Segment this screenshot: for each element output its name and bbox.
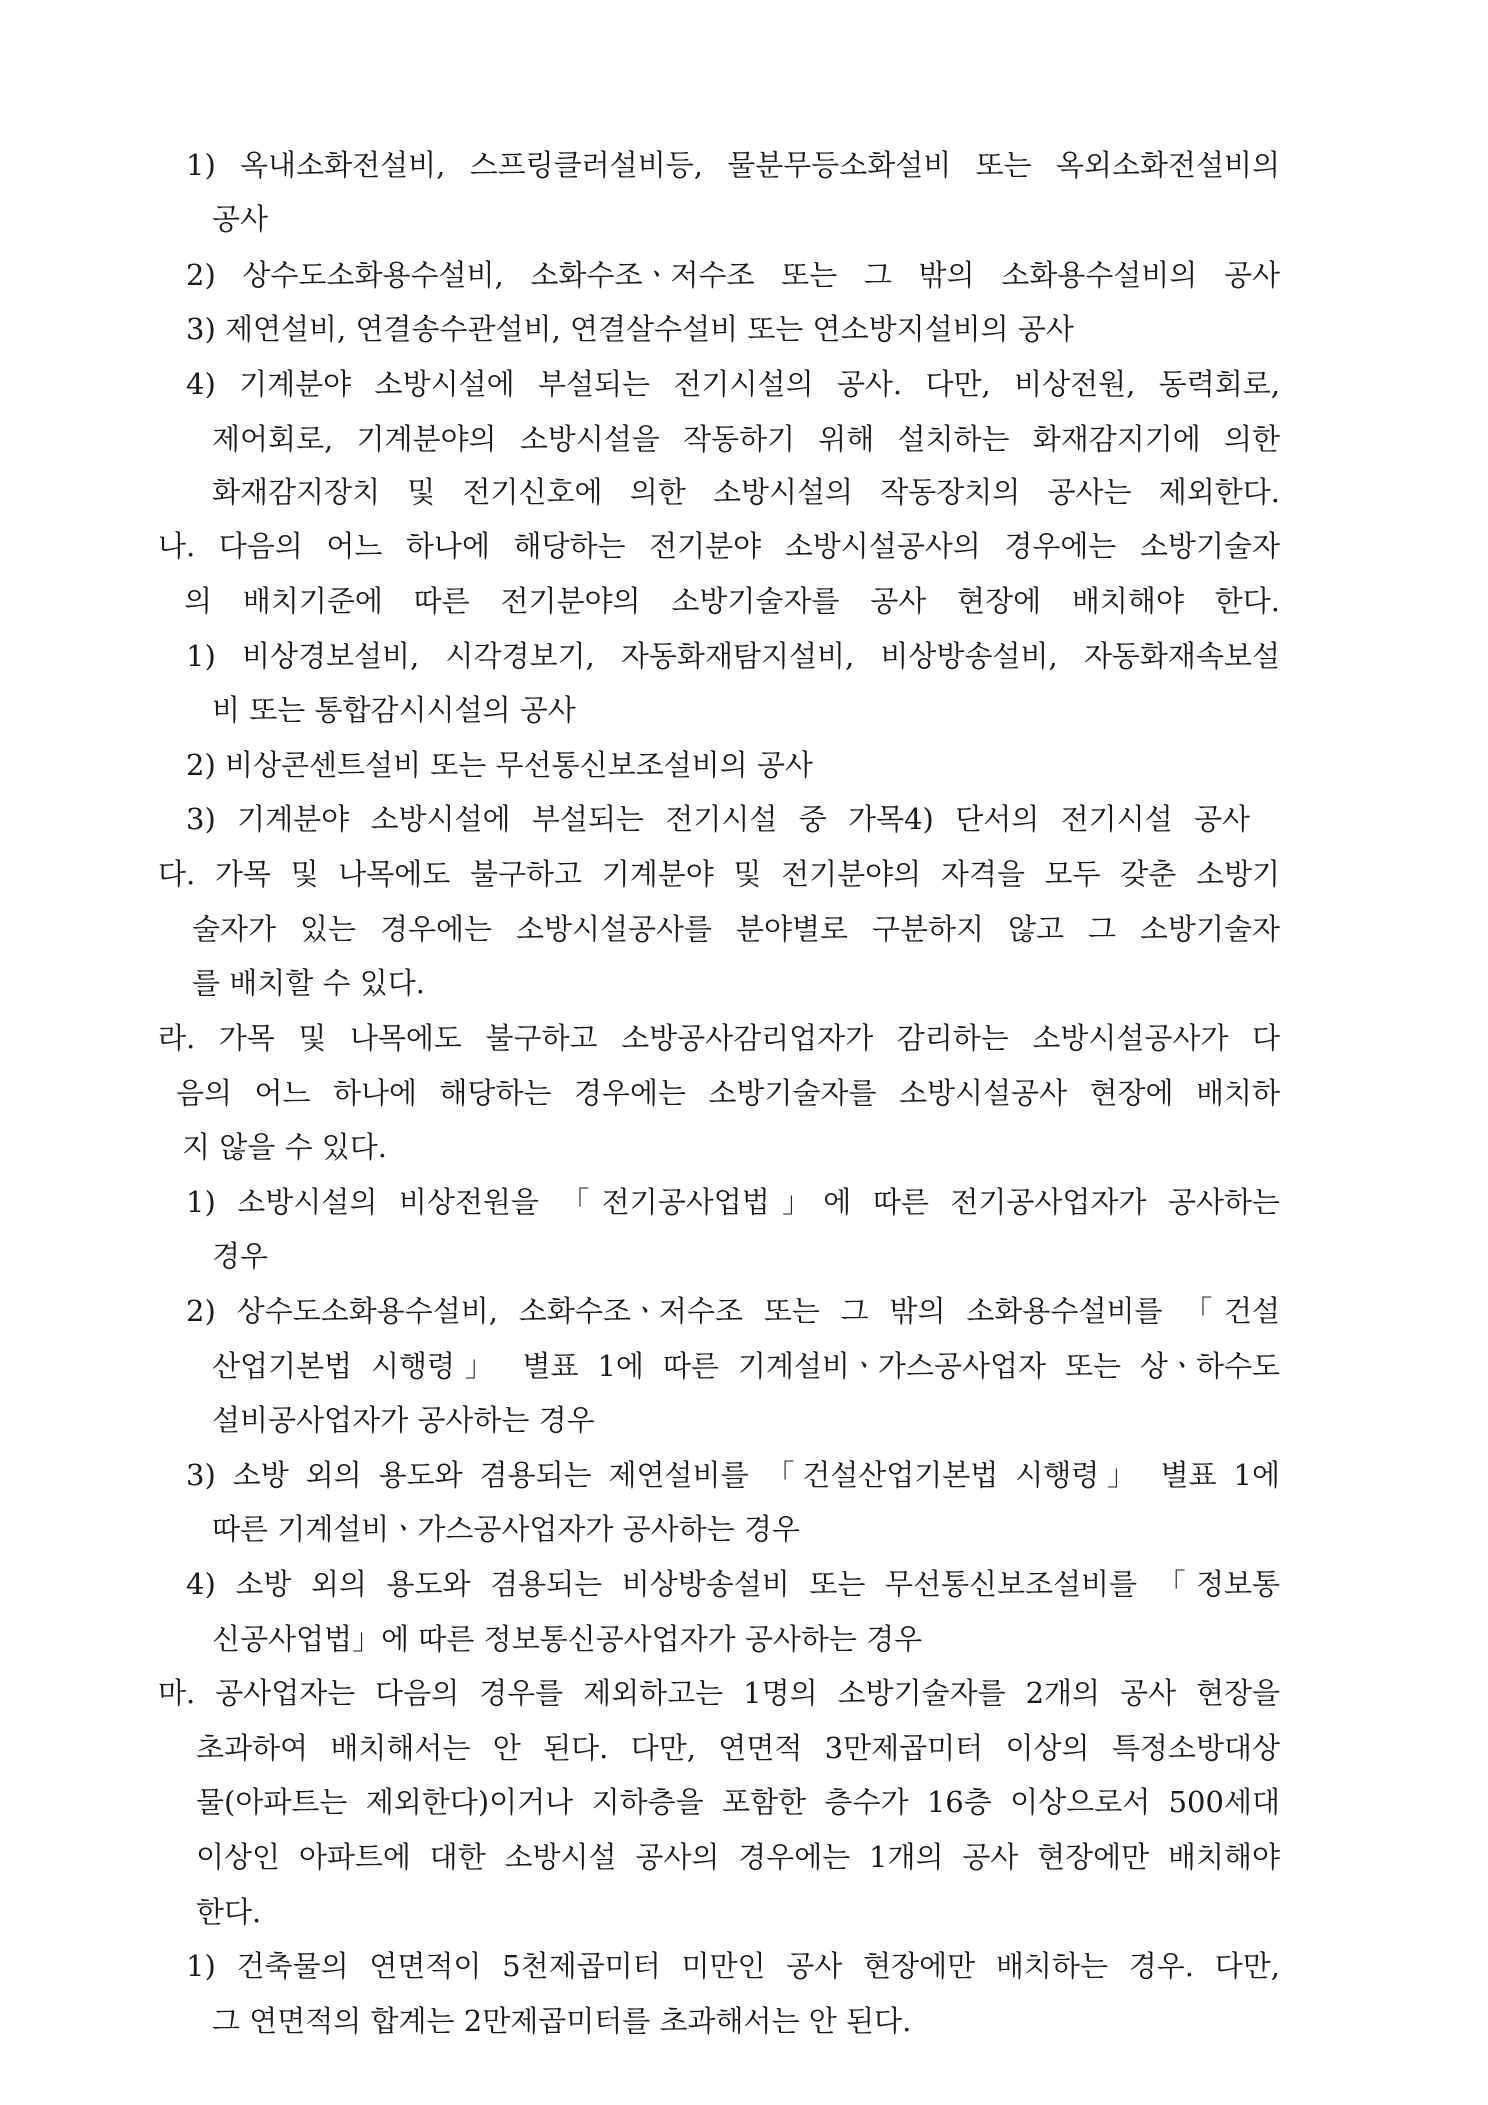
text-line: 공사 [212, 202, 269, 236]
text-line: 제어회로, 기계분야의 소방시설을 작동하기 위해 설치하는 화재감지기에 의한 [212, 422, 1280, 456]
text-line: 나. 다음의 어느 하나에 해당하는 전기분야 소방시설공사의 경우에는 소방기술자 [158, 529, 1280, 563]
text-line: 4) 소방 외의 용도와 겸용되는 비상방송설비 또는 무선통신보조설비를 「정보통 [186, 1567, 1280, 1601]
text-line: 2) 상수도소화용수설비, 소화수조ㆍ저수조 또는 그 밖의 소화용수설비를 「건설 [186, 1294, 1280, 1328]
text-line: 다. 가목 및 나목에도 불구하고 기계분야 및 전기분야의 자격을 모두 갖춘 소방기 [158, 857, 1280, 891]
text-line: 3) 소방 외의 용도와 겸용되는 제연설비를 「건설산업기본법 시행령」 별표 1에 [186, 1458, 1280, 1492]
text-line: 2) 비상콘센트설비 또는 무선통신보조설비의 공사 [186, 748, 813, 782]
text-line: 비 또는 통합감시시설의 공사 [212, 693, 576, 727]
text-line: 라. 가목 및 나목에도 불구하고 소방공사감리업자가 감리하는 소방시설공사가 다 [158, 1021, 1280, 1055]
text-line: 1) 건축물의 연면적이 5천제곱미터 미만인 공사 현장에만 배치하는 경우. 다만, [186, 1949, 1280, 1983]
text-line: 물(아파트는 제외한다)이거나 지하층을 포함한 층수가 16층 이상으로서 500세대 [196, 1785, 1280, 1819]
text-line: 2) 상수도소화용수설비, 소화수조ㆍ저수조 또는 그 밖의 소화용수설비의 공사 [186, 258, 1280, 292]
text-line: 한다. [196, 1895, 262, 1929]
text-line: 화재감지장치 및 전기신호에 의한 소방시설의 작동장치의 공사는 제외한다. [212, 475, 1280, 509]
text-line: 그 연면적의 합계는 2만제곱미터를 초과해서는 안 된다. [212, 2004, 912, 2038]
text-line: 설비공사업자가 공사하는 경우 [212, 1403, 595, 1437]
text-line: 따른 기계설비ㆍ가스공사업자가 공사하는 경우 [212, 1512, 800, 1546]
text-line: 4) 기계분야 소방시설에 부설되는 전기시설의 공사. 다만, 비상전원, 동력회로, [186, 367, 1280, 401]
text-line: 이상인 아파트에 대한 소방시설 공사의 경우에는 1개의 공사 현장에만 배치해야 [196, 1840, 1280, 1874]
text-line: 를 배치할 수 있다. [192, 966, 425, 1000]
text-line: 3) 제연설비, 연결송수관설비, 연결살수설비 또는 연소방지설비의 공사 [186, 312, 1074, 346]
text-line: 마. 공사업자는 다음의 경우를 제외하고는 1명의 소방기술자를 2개의 공사 현장을 [158, 1676, 1280, 1710]
text-line: 신공사업법」에 따른 정보통신공사업자가 공사하는 경우 [212, 1622, 923, 1656]
text-line: 1) 소방시설의 비상전원을 「전기공사업법」에 따른 전기공사업자가 공사하는 [186, 1185, 1280, 1219]
text-line: 경우 [212, 1239, 269, 1273]
text-line: 1) 옥내소화전설비, 스프링클러설비등, 물분무등소화설비 또는 옥외소화전설비의 [186, 148, 1280, 182]
text-line: 술자가 있는 경우에는 소방시설공사를 분야별로 구분하지 않고 그 소방기술자 [192, 912, 1280, 946]
text-line: 1) 비상경보설비, 시각경보기, 자동화재탐지설비, 비상방송설비, 자동화재속보설 [186, 639, 1280, 673]
text-line: 의 배치기준에 따른 전기분야의 소방기술자를 공사 현장에 배치해야 한다. [184, 584, 1280, 618]
text-line: 산업기본법 시행령」 별표 1에 따른 기계설비ㆍ가스공사업자 또는 상ㆍ하수도 [212, 1349, 1280, 1383]
text-line: 초과하여 배치해서는 안 된다. 다만, 연면적 3만제곱미터 이상의 특정소방대상 [196, 1731, 1280, 1765]
text-line: 음의 어느 하나에 해당하는 경우에는 소방기술자를 소방시설공사 현장에 배치하 [176, 1076, 1280, 1110]
text-line: 3) 기계분야 소방시설에 부설되는 전기시설 중 가목4) 단서의 전기시설 공사 [186, 802, 1250, 836]
text-line: 지 않을 수 있다. [182, 1130, 387, 1164]
